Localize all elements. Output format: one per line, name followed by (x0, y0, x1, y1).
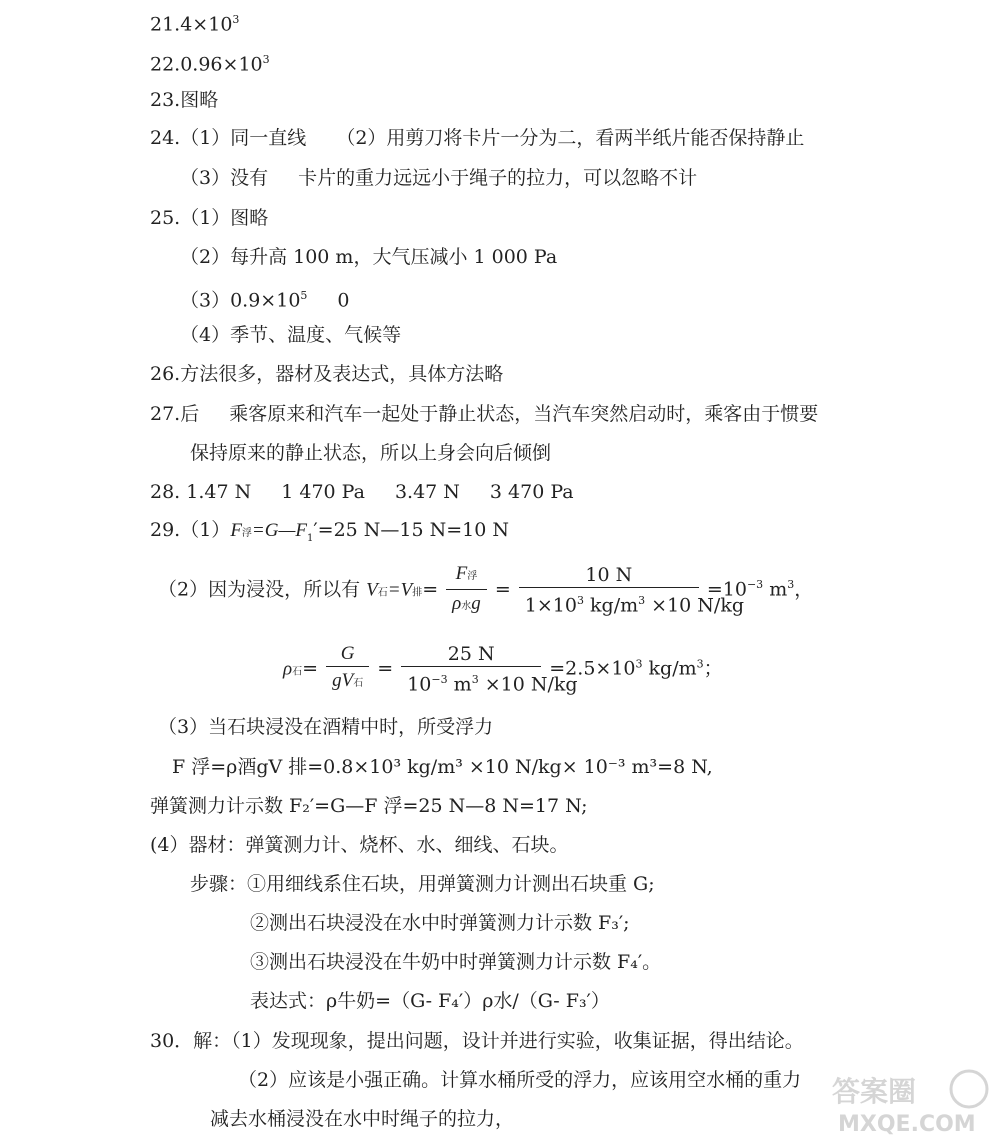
buoyancy-fraction: $\frac{\text{F浮}}{\text{ρ水g}}$ (446, 561, 487, 620)
answer-24-line1: 24.（1）同一直线 （2）用剪刀将卡片一分为二，看两半纸片能否保持静止 (150, 127, 805, 149)
answer-21: $21.4\times 10^3$ (150, 13, 240, 36)
answer-24-line2: （3）没有 卡片的重力远远小于绳子的拉力，可以忽略不计 (180, 167, 698, 189)
answer-29-line6: 弹簧测力计示数 F₂′=G—F 浮=25 N—8 N=17 N; (150, 795, 588, 817)
answer-27-line2: 保持原来的静止状态，所以上身会向后倾倒 (190, 442, 552, 464)
watermark-logo (824, 1067, 994, 1137)
answer-29-line9: ②测出石块浸没在水中时弹簧测力计示数 F₃′; (250, 912, 630, 934)
answer-22: $22.0.96\times 10^3$ (150, 53, 270, 76)
answer-29-line10: ③测出石块浸没在牛奶中时弹簧测力计示数 F₄′。 (250, 951, 662, 973)
volume-fraction: $\frac{10 N}{1\times 10^3 kg/m^3 \times 10 N/kg}$ (519, 563, 699, 618)
answer-29-line1: 29.（1）F浮$=G—F_1'=25$ N—15 N=10 N (150, 519, 510, 544)
answer-25-line4: （4）季节、温度、气候等 (180, 324, 402, 346)
answer-28: 28. 1.47 N 1 470 Pa 3.47 N 3 470 Pa (150, 481, 574, 503)
svg-text:答案圈: 答案圈 (832, 1075, 917, 1108)
answer-30-line2: （2）应该是小强正确。计算水桶所受的浮力，应该用空水桶的重力 (238, 1069, 802, 1091)
answer-25-line3: $(3)0.9\times 10^5$ 0 (180, 289, 350, 312)
answer-30-line3: 减去水桶浸没在水中时绳子的拉力， (210, 1108, 515, 1130)
answer-26: 26.方法很多，器材及表达式，具体方法略 (150, 363, 504, 385)
answer-25-line1: 25.（1）图略 (150, 207, 269, 229)
answer-25-line2: （2）每升高 100 m，大气压减小 1 000 Pa (180, 246, 558, 268)
answer-29-line11: 表达式：ρ牛奶=（G- F₄′）ρ水/（G- F₃′） (250, 990, 610, 1012)
svg-text:MXQE.COM: MXQE.COM (838, 1112, 976, 1137)
answer-29-line5: F 浮=ρ酒gV 排=0.8×10³ kg/m³ ×10 N/kg× 10⁻³ m³=8 N, (172, 756, 713, 778)
answer-27-line1: 27.后 乘客原来和汽车一起处于静止状态，当汽车突然启动时，乘客由于惯要 (150, 403, 819, 425)
answer-23: 23.图略 (150, 89, 219, 111)
answer-29-line4: （3）当石块浸没在酒精中时，所受浮力 (158, 716, 494, 738)
answer-29-line7: (4）器材：弹簧测力计、烧杯、水、细线、石块。 (150, 834, 569, 856)
density-value-fraction: $\frac{25 N}{10^{-3} m^3 \times 10 N/kg}$ (401, 642, 541, 697)
answer-29-line2: （2）因为浸没，所以有 V石=V排= $\frac{\text{F浮}}{\text{ρ水g}}$ = $\frac{10 N}{1\times 10^3 kg/m^3 \times 10 N/kg}$ $=10^{-3}$ $m^3$， (158, 561, 813, 620)
density-fraction: $\frac{G}{\text{gV石}}$ (326, 642, 369, 697)
answer-29-line8: 步骤：①用细线系住石块，用弹簧测力计测出石块重 G; (190, 873, 655, 895)
answer-29-density-line: ρ石= $\frac{G}{\text{gV石}}$ = $\frac{25 N}{10^{-3} m^3 \times 10 N/kg}$ $=2.5\times 10^3$ $kg/m^3$； (283, 643, 723, 696)
answer-30-line1: 30．解：（1）发现现象，提出问题，设计并进行实验，收集证据，得出结论。 (150, 1030, 804, 1052)
